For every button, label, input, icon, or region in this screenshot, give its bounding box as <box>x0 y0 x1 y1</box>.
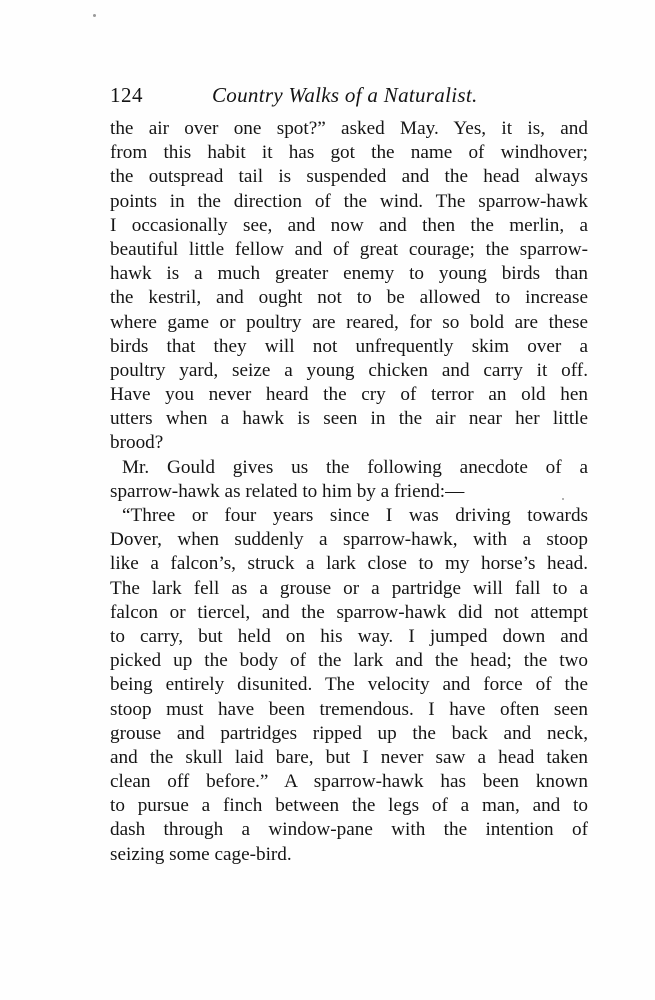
text-line: to pursue a finch between the legs of a man, and to <box>110 795 588 817</box>
paragraph <box>110 456 588 504</box>
text-line: hawk is a much greater enemy to young birds than <box>110 263 588 285</box>
text-line: seizing some cage-bird. <box>110 843 292 865</box>
text-line: picked up the body of the lark and the head; the two <box>110 650 588 672</box>
text-line: points in the direction of the wind. The sparrow-hawk <box>110 190 588 212</box>
text-line: utters when a hawk is seen in the air near her little <box>110 408 588 430</box>
text-line: dash through a window-pane with the intention of <box>110 819 588 841</box>
text-line: being entirely disunited. The velocity and force of the <box>110 674 588 696</box>
text-line: beautiful little fellow and of great courage; the sparrow- <box>110 238 588 260</box>
text-line: to carry, but held on his way. I jumped down and <box>110 625 588 647</box>
text-line: clean off before.” A sparrow-hawk has been known <box>110 771 588 793</box>
text-line: poultry yard, seize a young chicken and carry it off. <box>110 359 588 381</box>
running-title: Country Walks of a Naturalist. <box>212 83 478 107</box>
text-line: like a falcon’s, struck a lark close to my horse’s head. <box>110 553 588 575</box>
text-line: “Three or four years since I was driving towards <box>122 505 588 526</box>
text-line: from this habit it has got the name of windhover; <box>110 142 588 164</box>
text-line: brood? <box>110 432 164 454</box>
paragraph <box>110 504 588 867</box>
text-line: falcon or tiercel, and the sparrow-hawk did not attempt <box>110 601 588 623</box>
text-line: stoop must have been tremendous. I have often seen <box>110 698 588 720</box>
body-text <box>110 117 588 867</box>
text-line: and the skull laid bare, but I never saw a head taken <box>110 746 588 768</box>
text-line: Dover, when suddenly a sparrow-hawk, with a stoop <box>110 529 588 551</box>
paper-speck <box>93 14 96 17</box>
text-line: the kestril, and ought not to be allowed to increase <box>110 287 588 309</box>
running-head <box>110 83 587 113</box>
text-line: sparrow-hawk as related to him by a friend:— <box>110 480 465 502</box>
text-line: the outspread tail is suspended and the head always <box>110 166 588 188</box>
text-line: The lark fell as a grouse or a partridge will fall to a <box>110 577 588 599</box>
text-line: grouse and partridges ripped up the back and neck, <box>110 722 588 744</box>
text-line: the air over one spot?” asked May. Yes, it is, and <box>110 118 588 139</box>
text-line: birds that they will not unfrequently skim over a <box>110 335 588 357</box>
text-line: Mr. Gould gives us the following anecdote of a <box>122 456 588 478</box>
text-line: where game or poultry are reared, for so bold are these <box>110 311 588 333</box>
text-line: Have you never heard the cry of terror an old hen <box>110 384 588 406</box>
text-line: I occasionally see, and now and then the merlin, a <box>110 214 588 236</box>
page-number: 124 <box>110 83 143 107</box>
paragraph <box>110 117 588 456</box>
